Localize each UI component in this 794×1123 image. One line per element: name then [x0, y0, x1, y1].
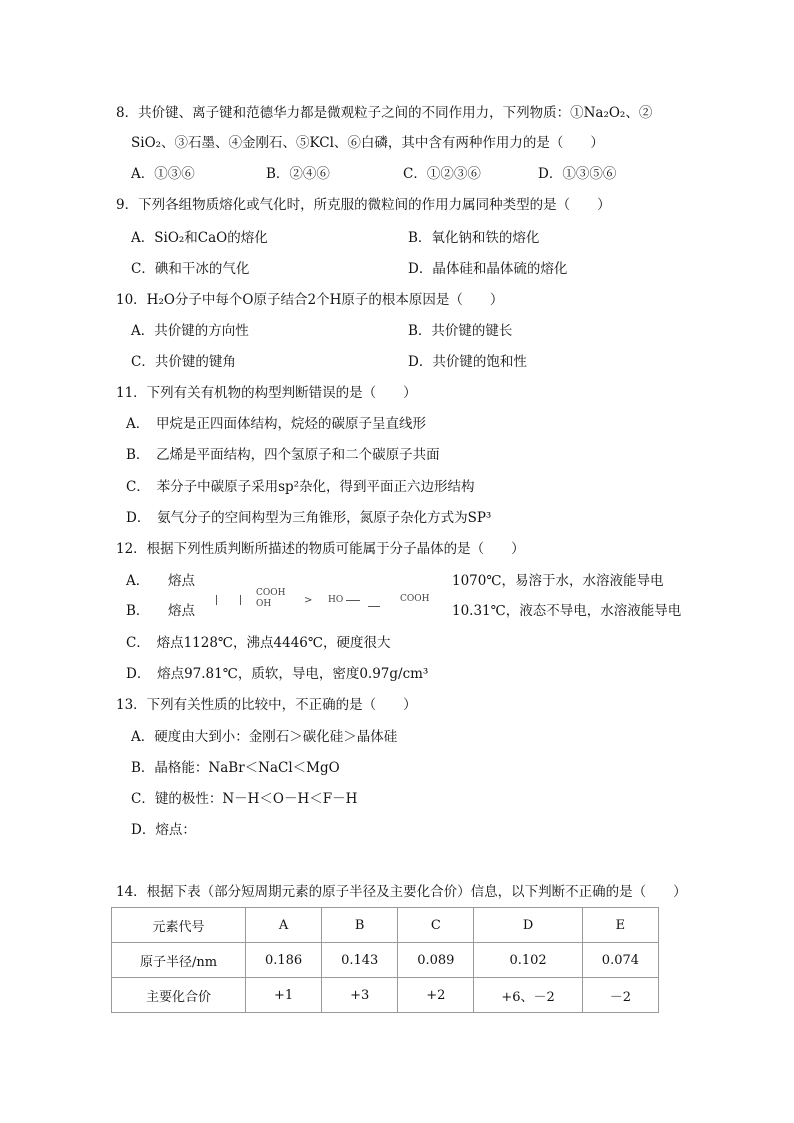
- q10-option-a: A．共价键的方向性: [131, 323, 249, 339]
- table-cell: 主要化合价: [112, 978, 246, 1013]
- formula-bond-1: [216, 595, 217, 605]
- q11-option-a: A． 甲烷是正四面体结构，烷烃的碳原子呈直线形: [126, 416, 426, 432]
- q13-option-d: D．熔点：: [131, 822, 196, 838]
- q9-option-b: B．氧化钠和铁的熔化: [408, 230, 540, 246]
- formula-bond-2: [240, 595, 241, 605]
- q13-stem: 13．下列有关性质的比较中，不正确的是（ ）: [116, 697, 417, 713]
- table-cell: B: [322, 908, 398, 943]
- q9-option-c: C．碘和干冰的气化: [131, 261, 250, 277]
- formula-gt: >: [304, 595, 313, 606]
- q12-option-c: C． 熔点1128℃，沸点4446℃，硬度很大: [126, 635, 391, 651]
- q11-option-c: C． 苯分子中碳原子采用sp²杂化，得到平面正六边形结构: [126, 479, 475, 495]
- formula-oh: OH: [256, 599, 272, 609]
- table-row: [112, 943, 659, 978]
- formula-bond-4: [368, 606, 380, 607]
- q8-stem-line2: SiO₂、③石墨、④金刚石、⑤KCl、⑥白磷，其中含有两种作用力的是（ ）: [131, 135, 604, 151]
- table-row: [112, 908, 659, 943]
- q10-option-c: C．共价键的键角: [131, 354, 236, 370]
- table-cell: 0.143: [322, 943, 398, 978]
- q12-option-b-mp: 熔点: [168, 603, 195, 619]
- q12-option-b-label: B．: [126, 603, 150, 619]
- q8-option-a: A．①③⑥: [131, 166, 195, 182]
- table-row: [112, 978, 659, 1013]
- formula-bond-3: [346, 600, 360, 601]
- table-cell: C: [398, 908, 474, 943]
- table-cell: －2: [582, 978, 658, 1013]
- q11-stem: 11．下列有关有机物的构型判断错误的是（ ）: [116, 385, 417, 401]
- q12-option-a-mp: 熔点: [168, 573, 195, 589]
- table-cell: 0.074: [582, 943, 658, 978]
- q13-option-c: C．键的极性：N－H＜O－H＜F－H: [131, 791, 358, 807]
- table-cell: 原子半径/nm: [112, 943, 246, 978]
- q14-stem: 14．根据下表（部分短周期元素的原子半径及主要化合价）信息，以下判断不正确的是（ ）: [116, 884, 687, 900]
- q8-stem-line1: 8．共价键、离子键和范德华力都是微观粒子之间的不同作用力，下列物质：①Na₂O₂、②: [116, 105, 653, 121]
- q11-option-b: B． 乙烯是平面结构，四个氢原子和二个碳原子共面: [126, 447, 440, 463]
- q10-stem: 10．H₂O分子中每个O原子结合2个H原子的根本原因是（ ）: [116, 292, 504, 308]
- q13-option-a: A．硬度由大到小：金刚石＞碳化硅＞晶体硅: [131, 729, 398, 745]
- structural-formula: [212, 588, 452, 614]
- table-cell: +6、－2: [474, 978, 582, 1013]
- table-cell: +3: [322, 978, 398, 1013]
- q12-option-b-tail: 10.31℃，液态不导电，水溶液能导电: [452, 603, 682, 619]
- table-cell: D: [474, 908, 582, 943]
- q11-option-d: D． 氨气分子的空间构型为三角锥形，氮原子杂化方式为SP³: [126, 510, 492, 526]
- q12-option-a-tail: 1070℃，易溶于水，水溶液能导电: [452, 573, 664, 589]
- q12-stem: 12．根据下列性质判断所描述的物质可能属于分子晶体的是（ ）: [116, 541, 525, 557]
- q8-option-c: C．①②③⑥: [403, 166, 481, 182]
- q8-option-d: D．①③⑤⑥: [538, 166, 617, 182]
- q9-stem: 9．下列各组物质熔化或气化时，所克服的微粒间的作用力属同种类型的是（ ）: [116, 197, 611, 213]
- q12-option-a-label: A．: [126, 573, 150, 589]
- table-cell: 0.186: [246, 943, 322, 978]
- table-cell: 元素代号: [112, 908, 246, 943]
- table-cell: 0.102: [474, 943, 582, 978]
- q9-option-a: A．SiO₂和CaO的熔化: [131, 230, 268, 246]
- formula-ho: HO: [328, 595, 344, 605]
- table-cell: A: [246, 908, 322, 943]
- table-cell: +1: [246, 978, 322, 1013]
- formula-cooh-right: COOH: [400, 594, 430, 604]
- q13-option-b: B．晶格能：NaBr＜NaCl＜MgO: [131, 760, 340, 776]
- formula-cooh-top: COOH: [256, 588, 286, 598]
- table-cell: 0.089: [398, 943, 474, 978]
- q8-option-b: B．②④⑥: [266, 166, 330, 182]
- q10-option-b: B．共价键的键长: [408, 323, 513, 339]
- table-cell: +2: [398, 978, 474, 1013]
- q9-option-d: D．晶体硅和晶体硫的熔化: [408, 261, 568, 277]
- table-cell: E: [582, 908, 658, 943]
- element-data-table: [111, 907, 659, 1013]
- q12-option-d: D． 熔点97.81℃，质软，导电，密度0.97g/cm³: [126, 666, 429, 682]
- q10-option-d: D．共价键的饱和性: [408, 354, 527, 370]
